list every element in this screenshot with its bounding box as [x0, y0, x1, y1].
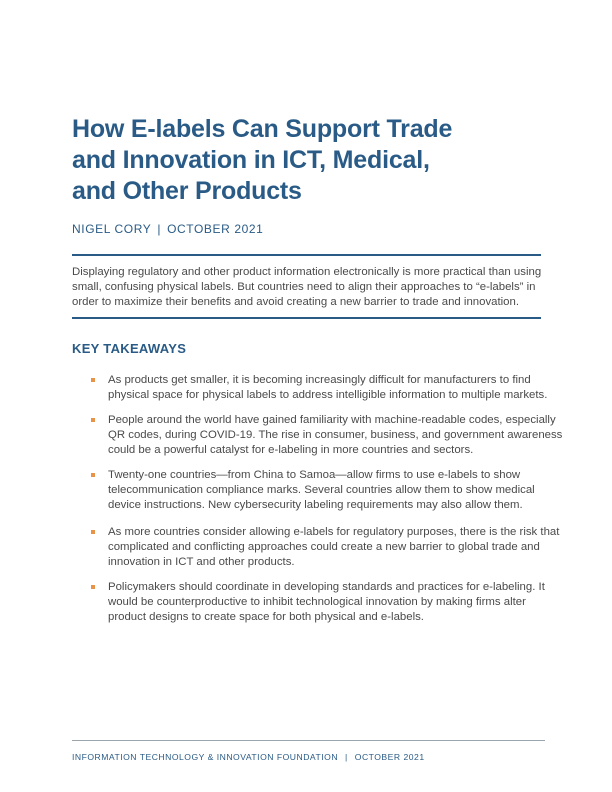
- takeaway-line: product designs to create space for both physical and e-labels.: [108, 611, 424, 623]
- title-line: and Innovation in ICT, Medical,: [72, 146, 430, 174]
- takeaway-line: QR codes, during COVID-19. The rise in consumer, business, and government awareness: [108, 429, 563, 441]
- takeaway-line: As more countries consider allowing e-labels for regulatory purposes, there is the risk that: [108, 526, 560, 538]
- key-takeaways-heading: KEY TAKEAWAYS: [72, 341, 187, 356]
- takeaway-line: could be a powerful catalyst for e-labeling in more countries and sectors.: [108, 444, 474, 456]
- footer-date: OCTOBER 2021: [354, 752, 425, 762]
- takeaway-text: [108, 580, 544, 625]
- byline-separator: |: [157, 222, 162, 236]
- publication-date: OCTOBER 2021: [167, 222, 264, 236]
- summary-line: small, confusing physical labels. But countries need to align their approaches to “e-labels” in: [72, 281, 536, 293]
- takeaway-line: would be counterproductive to inhibit technological innovation by making firms alter: [108, 596, 526, 608]
- takeaway-text: [108, 525, 560, 570]
- takeaway-text: [108, 468, 544, 513]
- footer-organization: INFORMATION TECHNOLOGY & INNOVATION FOUNDATION: [72, 752, 339, 762]
- takeaway-line: People around the world have gained familiarity with machine-readable codes, especially: [108, 414, 556, 426]
- square-bullet-icon: [91, 530, 95, 534]
- takeaway-line: As products get smaller, it is becoming increasingly difficult for manufacturers to find: [108, 374, 531, 386]
- summary-top-rule: [72, 254, 541, 256]
- takeaway-line: telecommunication compliance marks. Several countries allow them to show medical: [108, 484, 535, 496]
- author-name: NIGEL CORY: [72, 222, 152, 236]
- takeaway-line: device instructions. New cybersecurity labeling requirements may also allow them.: [108, 499, 523, 511]
- takeaway-line: physical space for physical labels to address intelligible information to multiple markets.: [108, 389, 548, 401]
- report-title: [72, 114, 532, 207]
- takeaway-line: innovation in ICT and other products.: [108, 556, 295, 568]
- takeaway-line: complicated and conflicting approaches could create a new barrier to global trade and: [108, 541, 540, 553]
- title-line: and Other Products: [72, 177, 302, 205]
- summary-paragraph: [72, 265, 542, 310]
- square-bullet-icon: [91, 473, 95, 477]
- square-bullet-icon: [91, 585, 95, 589]
- takeaway-line: Twenty-one countries—from China to Samoa—allow firms to use e-labels to show: [108, 469, 521, 481]
- takeaway-text: [108, 413, 563, 458]
- byline: [72, 222, 263, 236]
- footer-separator: |: [345, 752, 348, 762]
- summary-line: Displaying regulatory and other product information electronically is more practical than using: [72, 266, 542, 278]
- takeaway-text: [108, 373, 548, 403]
- summary-bottom-rule: [72, 317, 541, 319]
- page-footer: [72, 752, 425, 762]
- footer-rule: [72, 740, 545, 741]
- square-bullet-icon: [91, 418, 95, 422]
- square-bullet-icon: [91, 378, 95, 382]
- summary-line: order to maximize their benefits and avoid creating a new barrier to trade and innovation.: [72, 296, 520, 308]
- takeaway-line: Policymakers should coordinate in developing standards and practices for e-labeling. It: [108, 581, 545, 593]
- title-line: How E-labels Can Support Trade: [72, 115, 453, 143]
